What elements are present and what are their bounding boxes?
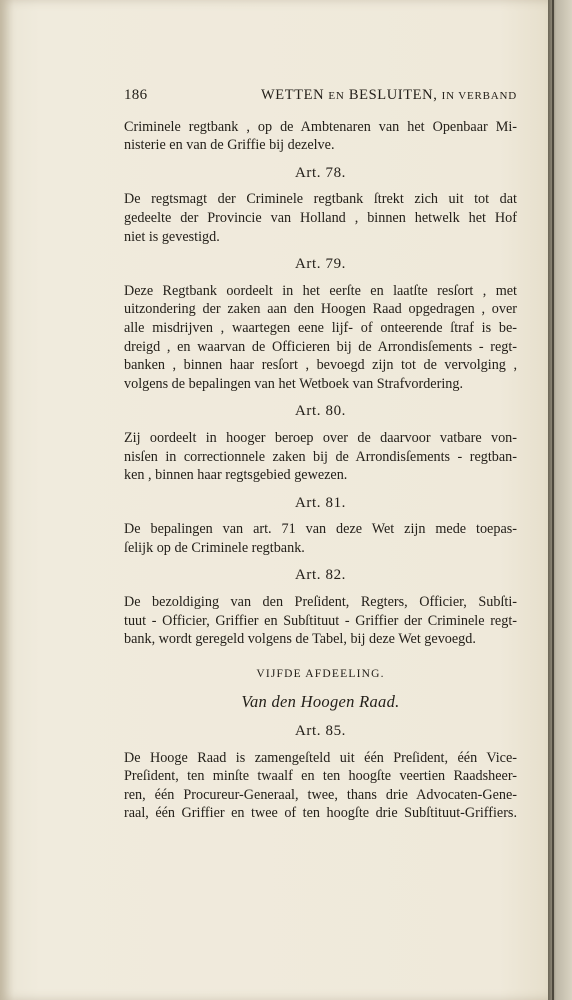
- article-heading: Art. 85.: [294, 723, 347, 740]
- paragraph-continued: Criminele regtbank , op de Ambtenaren van het Openbaar Mi- nisterie en van de Griffie bij dezelve.: [124, 118, 517, 154]
- article-text: De bepalingen van art. 71 van deze Wet zijn mede toepas- ſelijk op de Criminele regtbank.: [124, 521, 517, 556]
- page-number: 186: [124, 87, 148, 103]
- article-text: Deze Regtbank oordeelt in het eerſte en laatſte resſort , met uitzondering der zaken aan den Hoogen Raad opgedragen , over alle misdrijven , waartegen eene lijf- of onteerende ſtraf is be- dreigd , en waarvan de Officieren bij de Arrondisſements - regt- banken , binnen haar resſort , bevoegd zijn tot de vervolging , volgens de bepalingen van het Wetboek van Strafvordering.: [124, 282, 517, 392]
- article-text: Zij oordeelt in hooger beroep over de daarvoor vatbare von- nisſen in correctionnele zaken bij de Arrondisſements - regtban- ken , binnen haar regtsgebied gewezen.: [124, 429, 517, 484]
- article-heading: Art. 78.: [294, 164, 347, 181]
- article-text: De regtsmagt der Criminele regtbank ſtrekt zich uit tot dat gedeelte der Provincie van Holland , binnen hetwelk het Hof niet is gevestigd.: [124, 191, 517, 245]
- article-text: De Hooge Raad is zamengeſteld uit één Preſident, één Vice- Preſident, ten minſte twaalf en ten hoogſte veertien Raadsheer- ren, één Procureur-Generaal, twee, thans drie Advocaten-Gene- raal, één Griffier en twee of ten hoogſte drie Subſtituut-Griffiers.: [124, 749, 517, 822]
- running-title: WETTEN EN BESLUITEN, IN VERBAND: [260, 87, 517, 103]
- article-heading: Art. 79.: [294, 256, 347, 273]
- gutter-shadow: [552, 0, 554, 1000]
- running-header: [124, 86, 517, 106]
- article-heading: Art. 81.: [294, 494, 347, 511]
- article-text: De bezoldiging van den Preſident, Regters, Officier, Subſti- tuut - Officier, Griffier en Subſtituut - Griffier der Criminele regt- bank, wordt geregeld volgens de Tabel, bij deze Wet gevoegd.: [124, 594, 517, 648]
- section-subtitle: Van den Hoogen Raad.: [241, 692, 400, 712]
- article-heading: Art. 80.: [294, 403, 347, 420]
- page-text: [124, 86, 517, 823]
- section-heading: VIJFDE AFDEELING.: [256, 667, 385, 680]
- article-heading: Art. 82.: [294, 567, 347, 584]
